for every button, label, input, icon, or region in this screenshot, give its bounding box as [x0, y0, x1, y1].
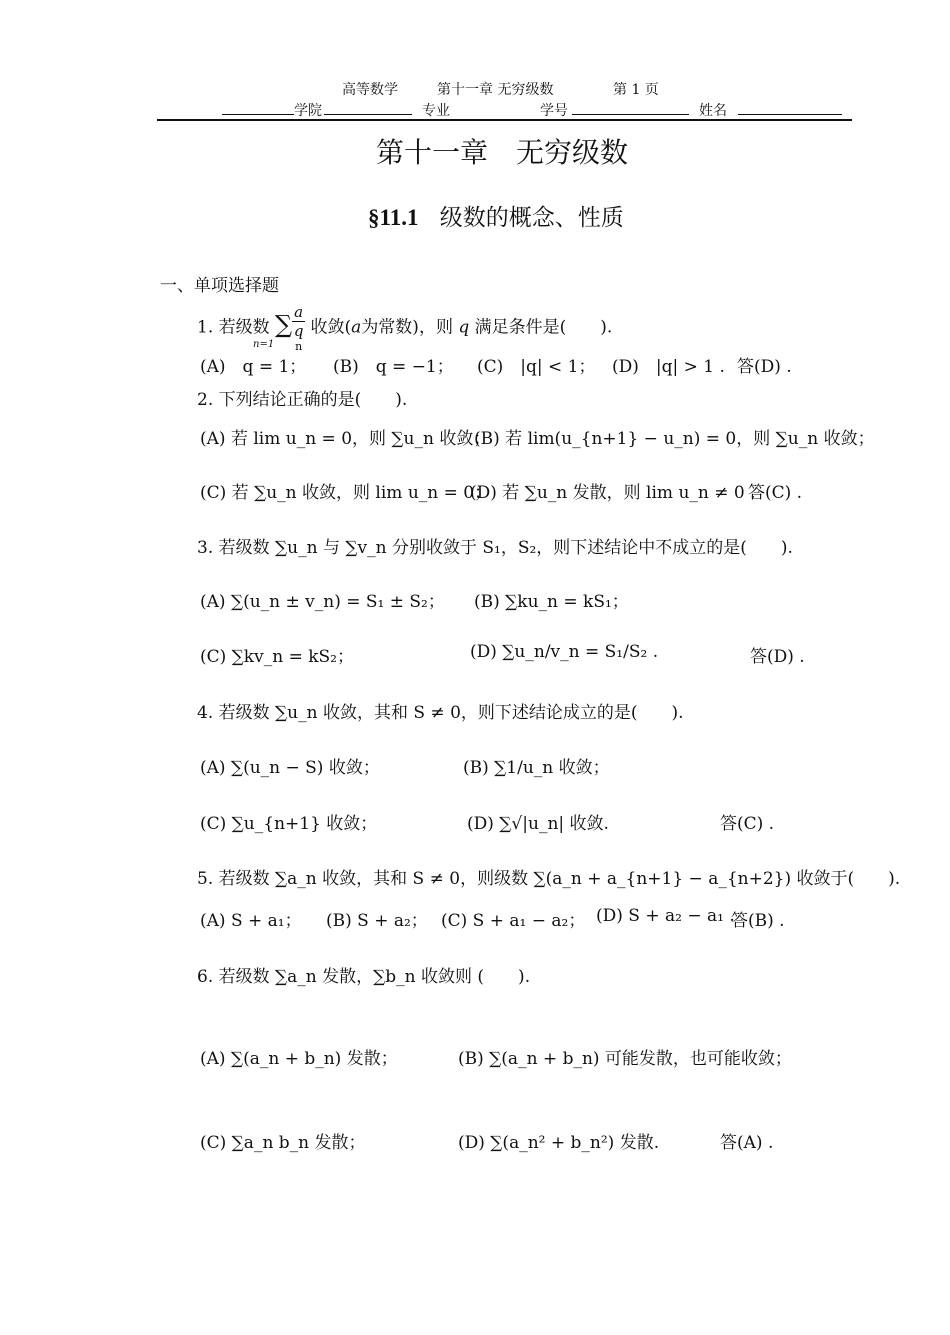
major-label: 专业 [422, 103, 450, 119]
student-id-blank [572, 114, 689, 115]
q3-option-a: (A) ∑(u_n ± v_n) = S₁ ± S₂； [200, 592, 445, 612]
q6-option-b: (B) ∑(a_n + b_n) 可能发散，也可能收敛； [458, 1049, 792, 1069]
q1-option-d: (D) |q| > 1 . [612, 357, 725, 377]
major-blank [324, 114, 412, 115]
q2-option-c: (C) 若 ∑u_n 收敛，则 lim u_n = 0； [200, 483, 492, 503]
q1-stem-c: 为常数)，则 [361, 317, 453, 338]
q4-stem: 4. 若级数 ∑u_n 收敛，其和 S ≠ 0，则下述结论成立的是( ). [197, 703, 684, 723]
name-blank [738, 114, 842, 115]
q3-answer: 答(D) . [750, 647, 805, 667]
college-blank [222, 114, 294, 115]
name-label: 姓名 [699, 103, 727, 119]
q1-stem-a: 1. 若级数 [197, 317, 270, 338]
q1-stem-b: 收敛( [310, 317, 352, 338]
q1-option-a: (A) q = 1； [200, 357, 307, 377]
q2-option-a: (A) 若 lim u_n = 0，则 ∑u_n 收敛； [200, 429, 491, 449]
q5-option-a: (A) S + a₁； [200, 911, 302, 931]
q5-option-b: (B) S + a₂； [326, 911, 428, 931]
q4-option-d: (D) ∑√|u_n| 收敛. [467, 814, 609, 834]
q4-answer: 答(C) . [720, 814, 775, 834]
student-id-label: 学号 [540, 103, 568, 119]
part-heading: 一、单项选择题 [160, 276, 279, 296]
q6-stem: 6. 若级数 ∑a_n 发散，∑b_n 收敛则 ( ). [197, 967, 531, 987]
q1-option-c: (C) |q| < 1； [477, 357, 596, 377]
page-title: 第十一章 无穷级数 [376, 136, 629, 169]
q4-option-c: (C) ∑u_{n+1} 收敛； [200, 814, 378, 834]
q3-stem: 3. 若级数 ∑u_n 与 ∑v_n 分别收敛于 S₁，S₂，则下述结论中不成立的是( ). [197, 538, 793, 558]
q2-option-b: (B) 若 lim(u_{n+1} − u_n) = 0，则 ∑u_n 收敛； [474, 429, 875, 449]
q6-option-a: (A) ∑(a_n + b_n) 发散； [200, 1049, 398, 1069]
q1-stem: 1. 若级数 ∑ a q n 收敛(a为常数)，则 q 满足条件是( ). [197, 303, 613, 353]
q5-option-c: (C) S + a₁ − a₂； [441, 911, 586, 931]
q1-answer: 答(D) . [737, 357, 792, 377]
q6-option-c: (C) ∑a_n b_n 发散； [200, 1133, 366, 1153]
q5-answer: 答(B) . [731, 911, 785, 931]
section-name: 级数的概念、性质 [439, 205, 624, 231]
q4-option-a: (A) ∑(u_n − S) 收敛； [200, 758, 380, 778]
q5-stem: 5. 若级数 ∑a_n 收敛，其和 S ≠ 0，则级数 ∑(a_n + a_{n+1} − a_{n+2}) 收敛于( ). [197, 869, 901, 889]
q2-option-d: (D) 若 ∑u_n 发散，则 lim u_n ≠ 0 . [470, 483, 756, 503]
q1-option-b: (B) q = −1； [333, 357, 454, 377]
header-chapter: 第十一章 无穷级数 [437, 82, 554, 98]
q6-answer: 答(A) . [720, 1133, 774, 1153]
section-title [368, 199, 624, 232]
fraction-a-over-q-n: a q n [293, 303, 304, 353]
q3-option-c: (C) ∑kv_n = kS₂； [200, 647, 354, 667]
q3-option-b: (B) ∑ku_n = kS₁； [474, 592, 629, 612]
q1-sum-index: n=1 [253, 339, 275, 350]
q2-answer: 答(C) . [748, 483, 803, 503]
q2-stem: 2. 下列结论正确的是( ). [197, 390, 408, 410]
sum-symbol: ∑ [275, 310, 293, 339]
q4-option-b: (B) ∑1/u_n 收敛； [463, 758, 610, 778]
header-course: 高等数学 [342, 82, 398, 98]
college-label: 学院 [294, 103, 322, 119]
q5-option-d: (D) S + a₂ − a₁ . [596, 906, 735, 926]
header-rule [157, 119, 852, 121]
section-number: §11.1 [368, 205, 419, 230]
q3-option-d: (D) ∑u_n/v_n = S₁/S₂ . [470, 642, 659, 662]
q6-option-d: (D) ∑(a_n² + b_n²) 发散. [458, 1133, 660, 1153]
header-page: 第 1 页 [613, 82, 659, 98]
q1-stem-d: 满足条件是( ). [474, 317, 613, 338]
